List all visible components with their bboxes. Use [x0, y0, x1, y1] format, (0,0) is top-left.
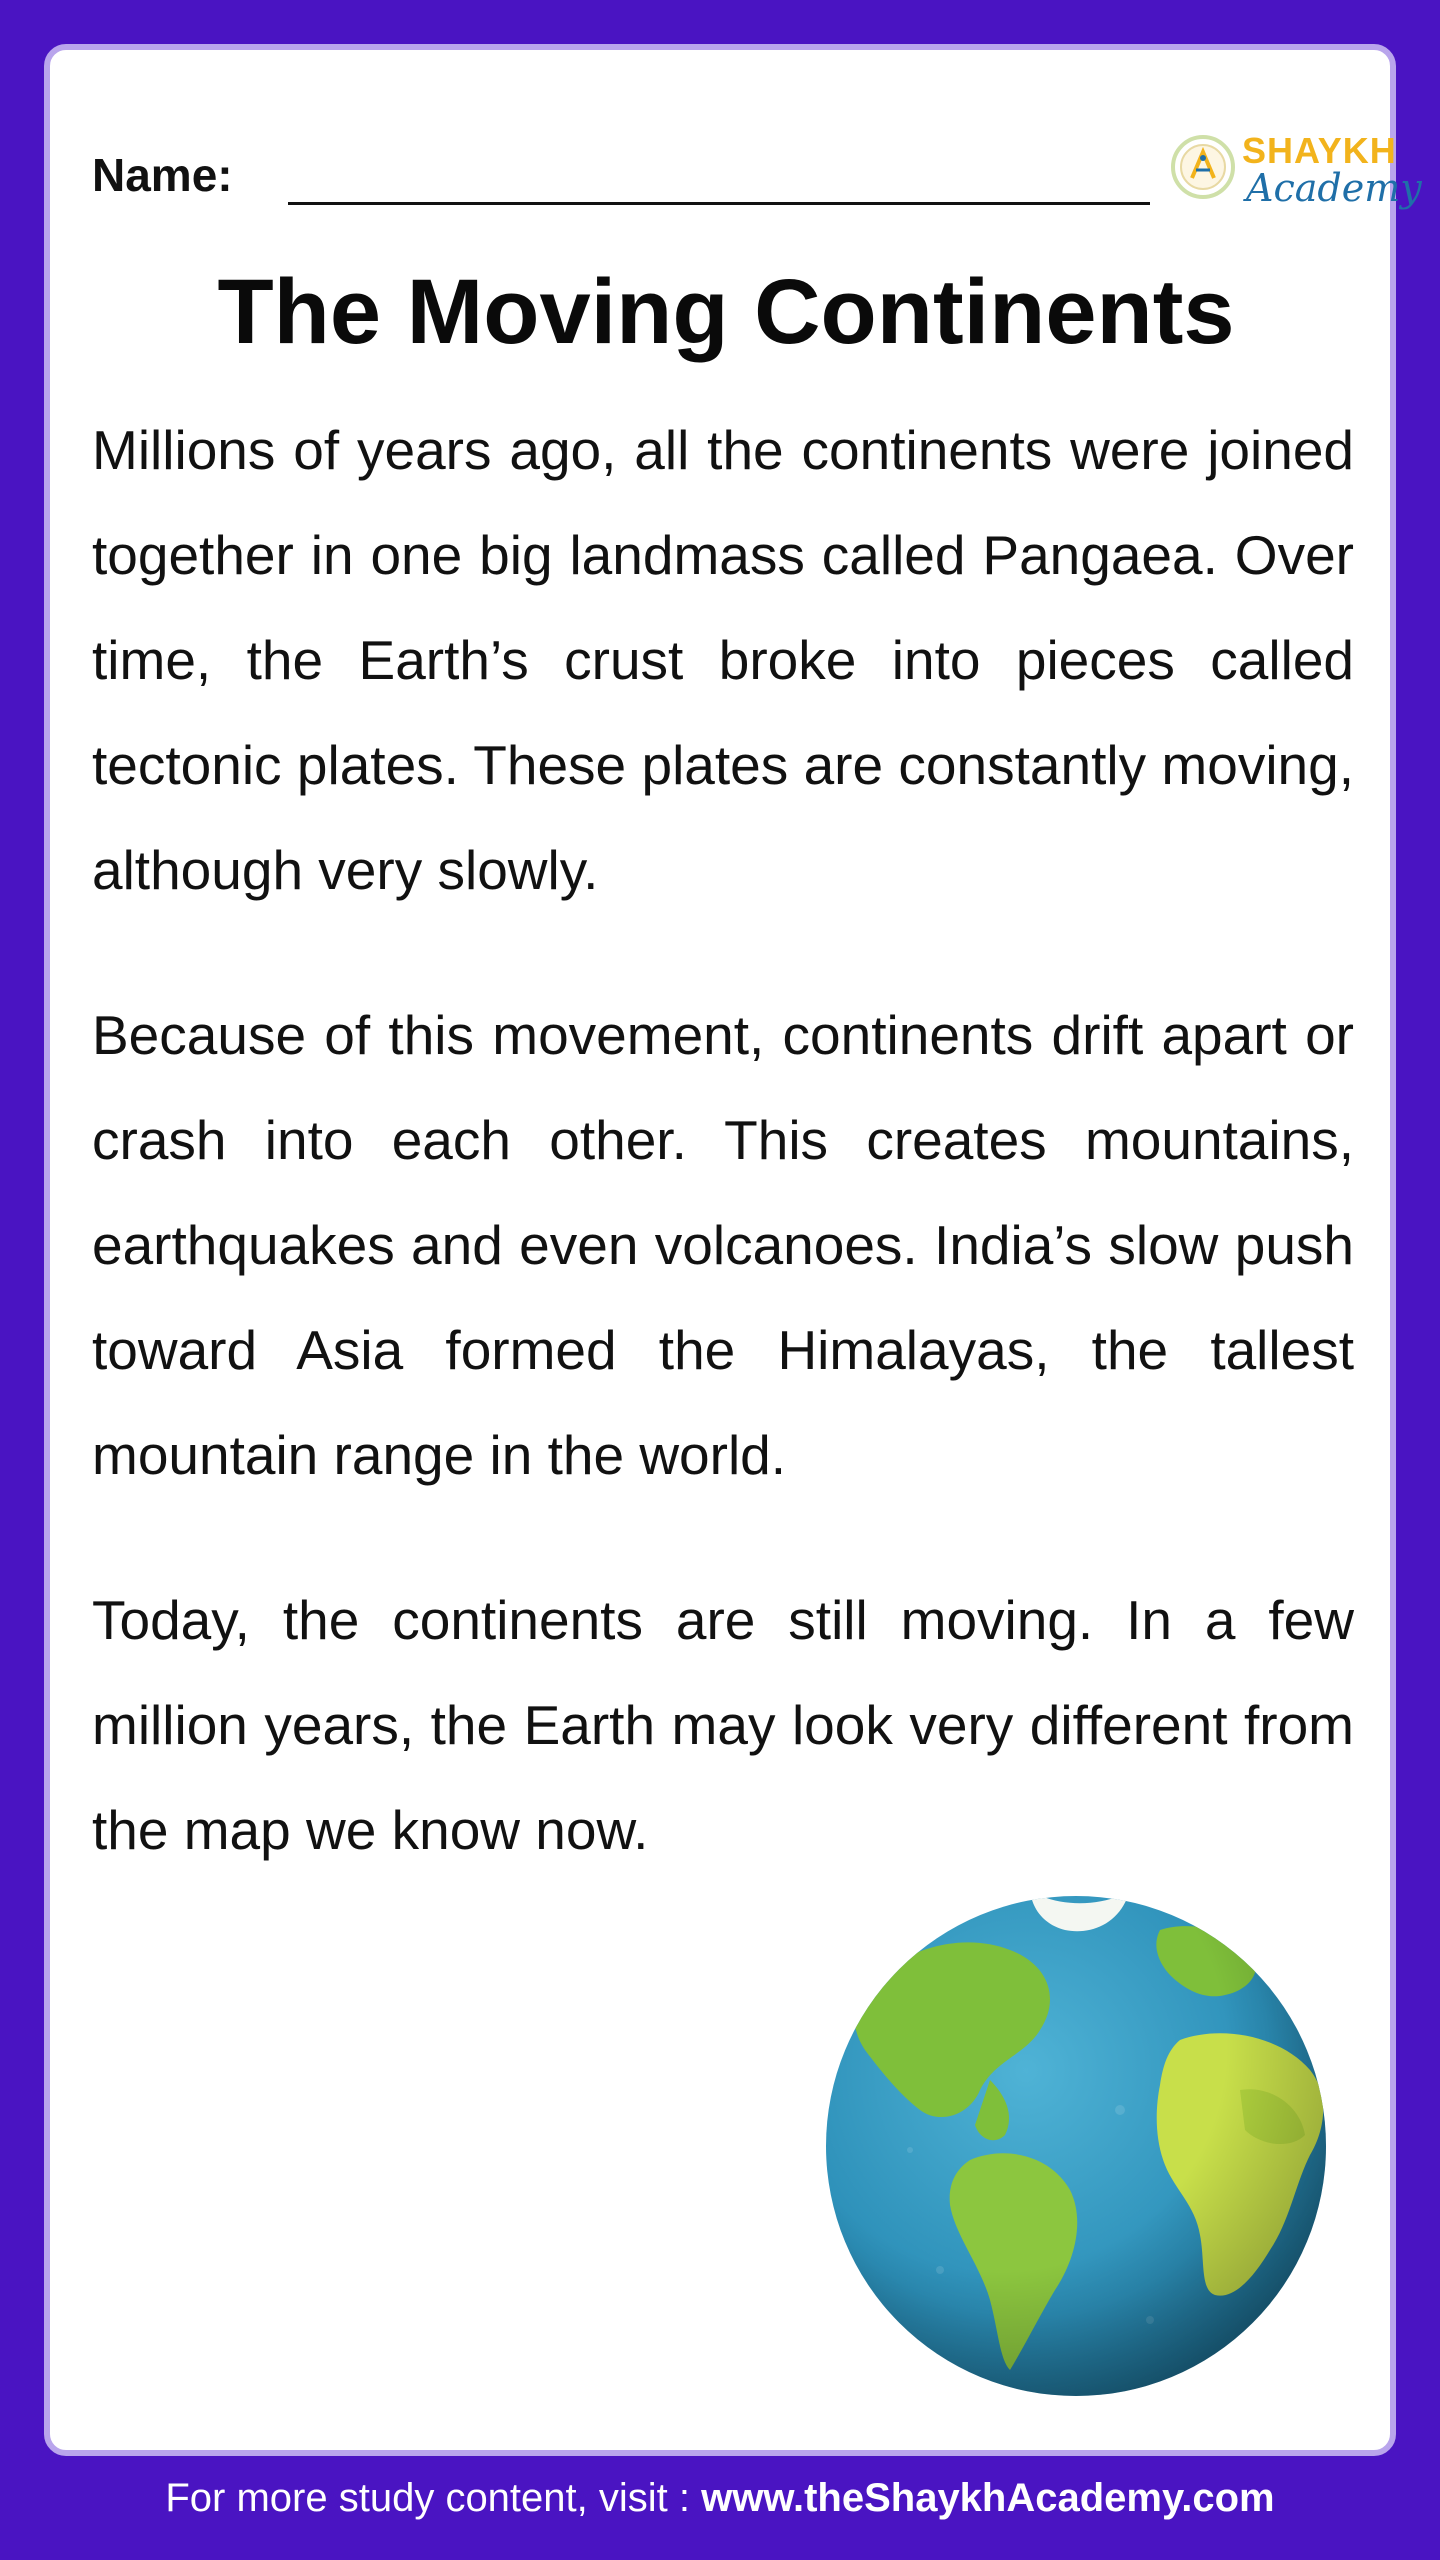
- shaykh-academy-logo-icon: [1170, 134, 1236, 200]
- brand-logo: [1170, 130, 1422, 210]
- page-title: The Moving Continents: [217, 261, 1235, 363]
- footer-url-link[interactable]: www.theShaykhAcademy.com: [701, 2476, 1275, 2520]
- footer-prefix: For more study content, visit :: [165, 2476, 702, 2520]
- name-label: Name:: [92, 149, 233, 201]
- paragraph-3: Today, the continents are still moving. In a few million years, the Earth may look very different from the map we know now.: [92, 1589, 1354, 1861]
- earth-globe-icon: [820, 1890, 1332, 2402]
- name-blank-line: [288, 202, 1150, 205]
- logo-text-academy: Academy: [1246, 166, 1422, 210]
- passage: [92, 398, 1354, 1943]
- paragraph-2: Because of this movement, continents drift apart or crash into each other. This creates mountains, earthquakes and even volcanoes. India’s slow push toward Asia formed the Himalayas, the tallest mountain range in the world.: [92, 1004, 1354, 1486]
- logo-text-shaykh: SHAYKH: [1242, 130, 1397, 171]
- worksheet-card: [44, 44, 1422, 2456]
- header-row: [92, 110, 1422, 220]
- paragraph-1: Millions of years ago, all the continents were joined together in one big landmass called Pangaea. Over time, the Earth’s crust broke into pieces called tectonic plates. These plates are constantly moving, although very slowly.: [92, 419, 1354, 901]
- footer: [0, 2476, 1440, 2521]
